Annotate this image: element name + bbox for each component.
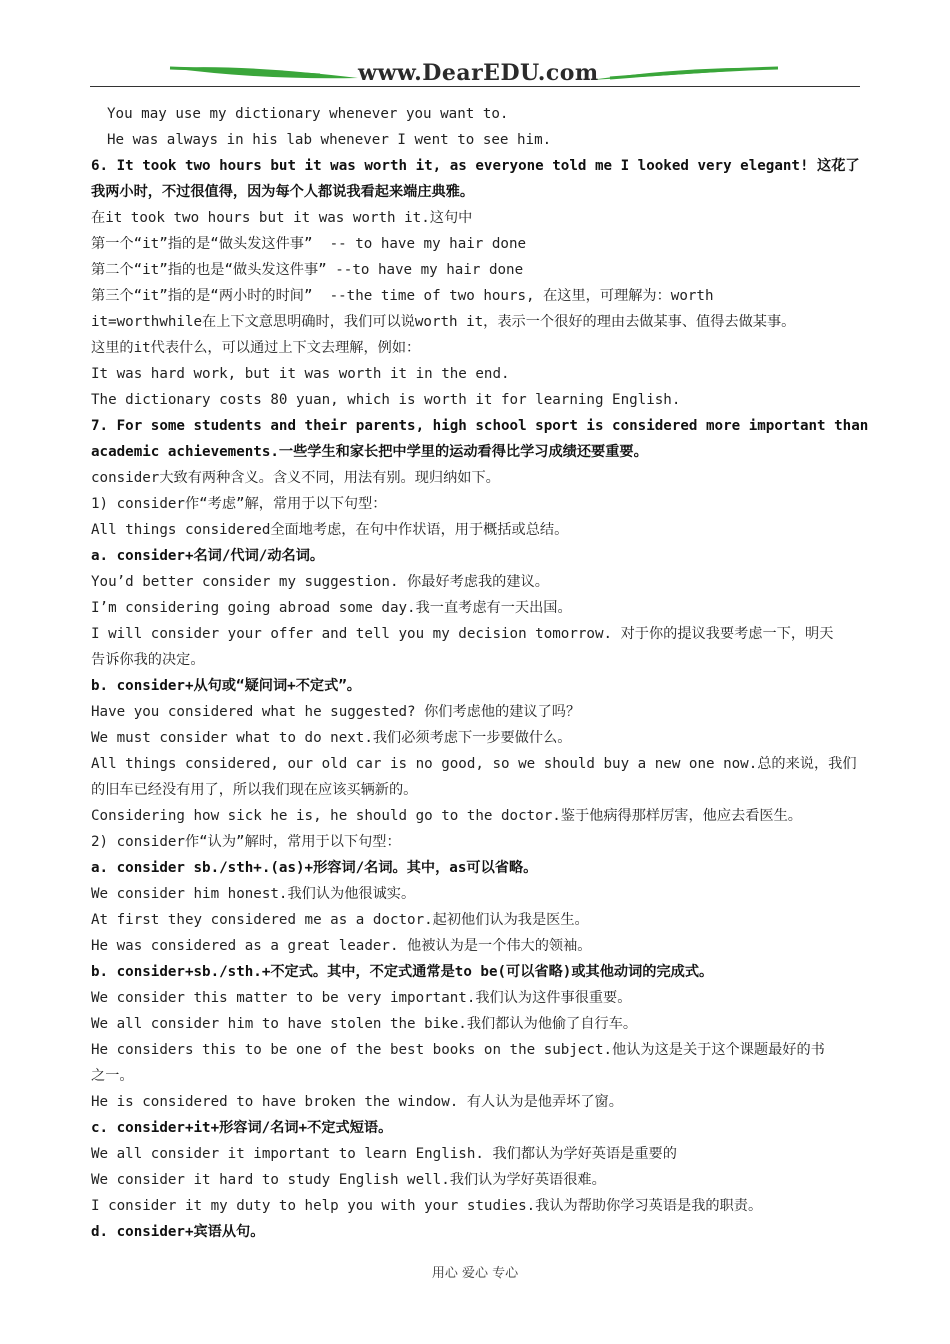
site-logo-text: www.DearEDU.com <box>358 60 599 86</box>
text-line: We all consider it important to learn English. 我们都认为学好英语是重要的 <box>91 1146 677 1162</box>
text-line: You may use my dictionary whenever you want to. <box>107 106 509 122</box>
text-line: We all consider him to have stolen the bike.我们都认为他偷了自行车。 <box>91 1016 638 1032</box>
text-line: 第三个“it”指的是“两小时的时间” --the time of two hours, 在这里，可理解为：worth <box>91 288 714 304</box>
text-line: We consider this matter to be very important.我们认为这件事很重要。 <box>91 990 632 1006</box>
text-line: I will consider your offer and tell you my decision tomorrow. 对于你的提议我要考虑一下，明天 <box>91 626 834 642</box>
text-line: 7. For some students and their parents, high school sport is considered more important than <box>91 418 869 434</box>
text-line: Have you considered what he suggested? 你们考虑他的建议了吗？ <box>91 704 581 720</box>
header-divider <box>90 86 860 87</box>
text-line: c. consider+it+形容词/名词+不定式短语。 <box>91 1120 393 1136</box>
text-line: d. consider+宾语从句。 <box>91 1224 265 1240</box>
text-line: 2) consider作“认为”解时，常用于以下句型： <box>91 834 401 850</box>
text-line: He was always in his lab whenever I went to see him. <box>107 132 552 148</box>
document-body <box>91 101 869 1245</box>
text-line: consider大致有两种含义。含义不同，用法有别。现归纳如下。 <box>91 470 500 486</box>
text-line: 第二个“it”指的也是“做头发这件事” --to have my hair done <box>91 262 524 278</box>
text-line: We consider him honest.我们认为他很诚实。 <box>91 886 416 902</box>
text-line: 我两小时，不过很值得，因为每个人都说我看起来端庄典雅。 <box>91 184 475 200</box>
text-line: He considers this to be one of the best books on the subject.他认为这是关于这个课题最好的书 <box>91 1042 825 1058</box>
text-line: He is considered to have broken the window. 有人认为是他弄坏了窗。 <box>91 1094 623 1110</box>
text-line: 这里的it代表什么，可以通过上下文去理解，例如： <box>91 340 421 356</box>
text-line: It was hard work, but it was worth it in the end. <box>91 366 510 382</box>
text-line: He was considered as a great leader. 他被认为是一个伟大的领袖。 <box>91 938 592 954</box>
right-swoosh-tail-icon <box>610 68 778 78</box>
text-line: 之一。 <box>91 1068 134 1084</box>
text-line: 1) consider作“考虑”解，常用于以下句型： <box>91 496 387 512</box>
text-line: 6. It took two hours but it was worth it, as everyone told me I looked very elegant! 这花了 <box>91 158 860 174</box>
text-line: b. consider+sb./sth.+不定式。其中，不定式通常是to be(可以省略)或其他动词的完成式。 <box>91 964 714 980</box>
text-line: I consider it my duty to help you with your studies.我认为帮助你学习英语是我的职责。 <box>91 1198 763 1214</box>
text-line: 的旧车已经没有用了，所以我们现在应该买辆新的。 <box>91 782 418 798</box>
text-line: Considering how sick he is, he should go to the doctor.鉴于他病得那样厉害，他应去看医生。 <box>91 808 802 824</box>
text-line: b. consider+从句或“疑问词+不定式”。 <box>91 678 361 694</box>
text-line: At first they considered me as a doctor.起初他们认为我是医生。 <box>91 912 589 928</box>
text-line: All things considered, our old car is no good, so we should buy a new one now.总的来说，我们 <box>91 756 857 772</box>
text-line: The dictionary costs 80 yuan, which is worth it for learning English. <box>91 392 681 408</box>
text-line: We must consider what to do next.我们必须考虑下一步要做什么。 <box>91 730 572 746</box>
text-line: 告诉你我的决定。 <box>91 652 205 668</box>
text-line: I’m considering going abroad some day.我一直考虑有一天出国。 <box>91 600 572 616</box>
text-line: All things considered全面地考虑，在句中作状语，用于概括或总结。 <box>91 522 569 538</box>
text-line: 第一个“it”指的是“做头发这件事” -- to have my hair done <box>91 236 527 252</box>
text-line: 在it took two hours but it was worth it.这句中 <box>91 210 473 226</box>
page-footer: 用心 爱心 专心 <box>431 1266 519 1281</box>
text-line: it=worthwhile在上下文意思明确时，我们可以说worth it，表示一个很好的理由去做某事、值得去做某事。 <box>91 314 796 330</box>
text-line: a. consider+名词/代词/动名词。 <box>91 548 325 564</box>
text-line: You’d better consider my suggestion. 你最好考虑我的建议。 <box>91 574 549 590</box>
text-line: academic achievements.一些学生和家长把中学里的运动看得比学习成绩还要重要。 <box>91 444 648 460</box>
text-line: a. consider sb./sth+.(as)+形容词/名词。其中，as可以省略。 <box>91 860 538 876</box>
text-line: We consider it hard to study English well.我们认为学好英语很难。 <box>91 1172 606 1188</box>
